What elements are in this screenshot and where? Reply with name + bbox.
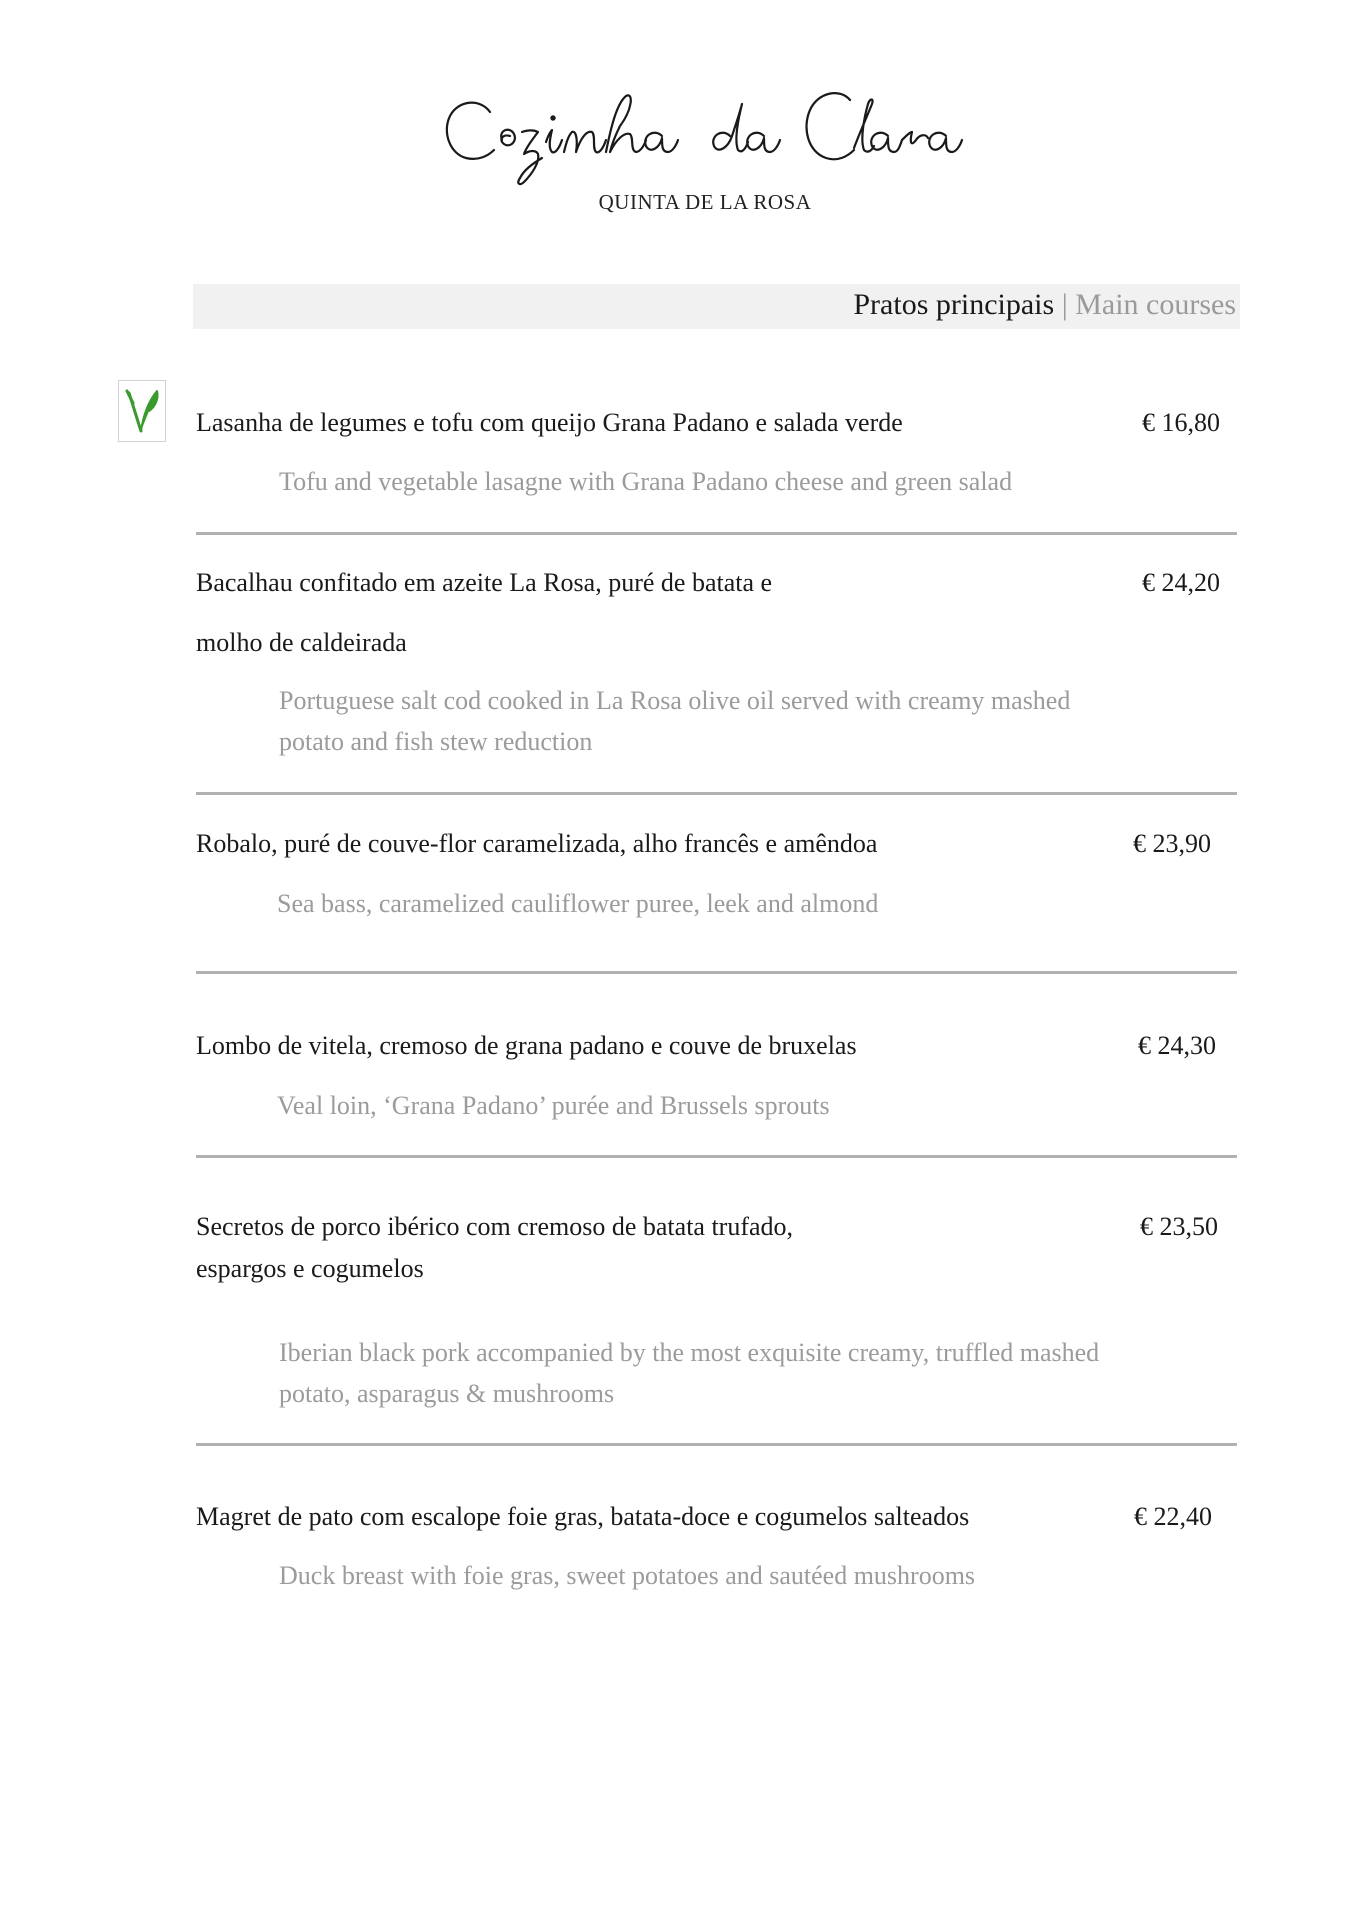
section-title-english: Main courses [1075, 288, 1236, 321]
section-title-portuguese: Pratos principais [853, 288, 1055, 321]
menu-item-name: Lasanha de legumes e tofu com queijo Grana Padano e salada verde [196, 408, 903, 437]
menu-item-description: Portuguese salt cod cooked in La Rosa olive oil served with creamy mashed [279, 686, 1071, 715]
section-header-bar [193, 284, 1240, 329]
menu-item-description: Veal loin, ‘Grana Padano’ purée and Brussels sprouts [277, 1091, 830, 1120]
item-divider [196, 971, 1237, 974]
menu-item-name-continued: espargos e cogumelos [196, 1254, 424, 1283]
menu-item-description: Duck breast with foie gras, sweet potatoes and sautéed mushrooms [279, 1561, 976, 1590]
menu-item-price: € 24,20 [1142, 568, 1220, 597]
menu-item-description: Iberian black pork accompanied by the most exquisite creamy, truffled mashed [279, 1338, 1100, 1367]
logo-subtitle: QUINTA DE LA ROSA [598, 190, 812, 214]
item-divider [196, 532, 1237, 535]
item-divider [196, 792, 1237, 795]
restaurant-logo [440, 70, 970, 214]
menu-item-description-continued: potato, asparagus & mushrooms [279, 1379, 615, 1408]
menu-item-description: Sea bass, caramelized cauliflower puree, leek and almond [277, 889, 879, 918]
menu-item-price: € 16,80 [1142, 408, 1220, 437]
vegetarian-leaf-icon [118, 380, 166, 442]
menu-item-name-continued: molho de caldeirada [196, 628, 407, 657]
section-title [853, 288, 1236, 322]
menu-item-description-continued: potato and fish stew reduction [279, 727, 593, 756]
item-divider [196, 1155, 1237, 1158]
menu-item-name: Lombo de vitela, cremoso de grana padano e couve de bruxelas [196, 1031, 857, 1060]
menu-item-price: € 22,40 [1134, 1502, 1212, 1531]
menu-item-price: € 23,90 [1133, 829, 1211, 858]
menu-item-name: Bacalhau confitado em azeite La Rosa, puré de batata e [196, 568, 773, 597]
menu-item-name: Robalo, puré de couve-flor caramelizada, alho francês e amêndoa [196, 829, 878, 858]
menu-item-description: Tofu and vegetable lasagne with Grana Padano cheese and green salad [279, 467, 1013, 496]
item-divider [196, 1443, 1237, 1446]
menu-item-name: Secretos de porco ibérico com cremoso de batata trufado, [196, 1212, 794, 1241]
section-title-separator: | [1061, 288, 1068, 321]
logo-script-wordmark [440, 70, 970, 190]
menu-item-price: € 23,50 [1140, 1212, 1218, 1241]
menu-item-price: € 24,30 [1138, 1031, 1216, 1060]
menu-item-name: Magret de pato com escalope foie gras, batata-doce e cogumelos salteados [196, 1502, 970, 1531]
